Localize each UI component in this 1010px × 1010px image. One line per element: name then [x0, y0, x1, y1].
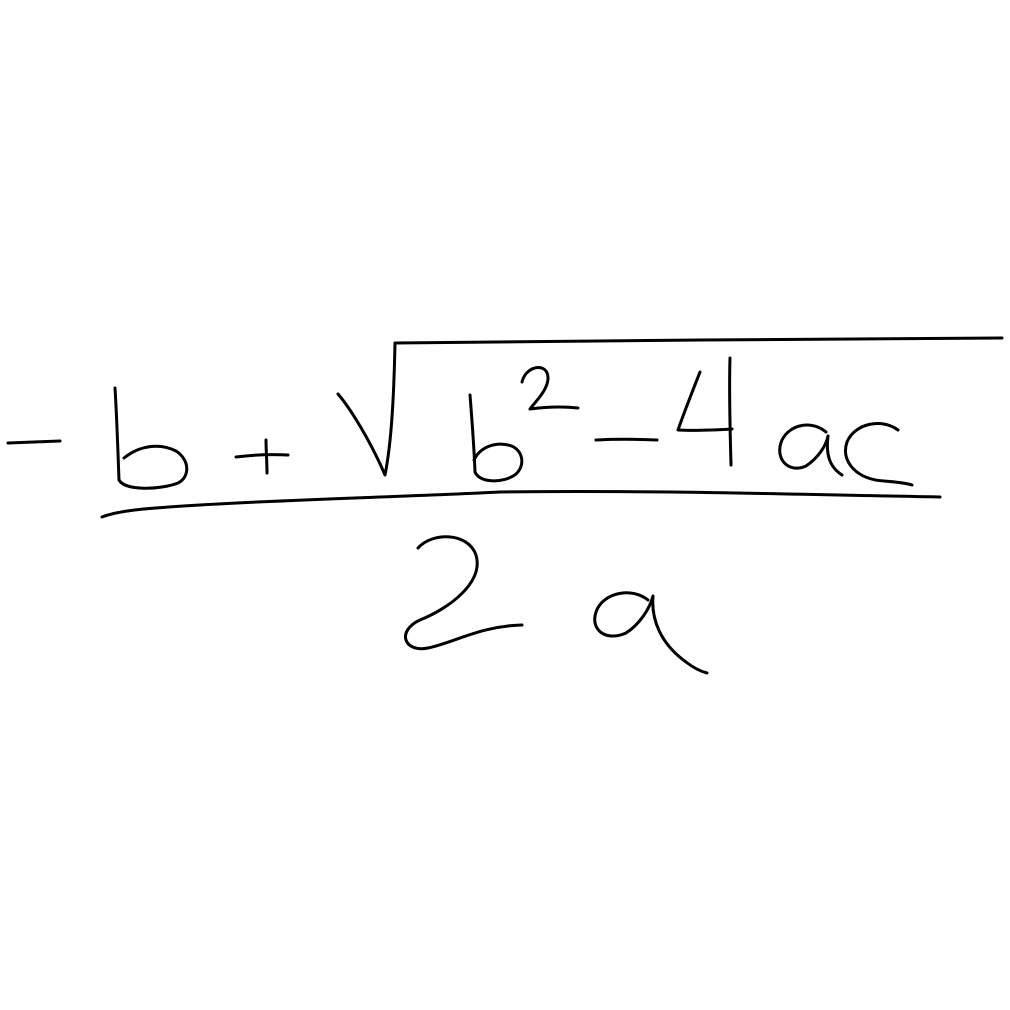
letter-c [845, 424, 912, 485]
letter-b-1 [115, 388, 187, 488]
letter-a-2 [595, 593, 707, 673]
radical-sign [338, 338, 1002, 475]
letter-b-2 [470, 395, 522, 481]
digit-4 [678, 372, 732, 430]
fraction-bar [102, 491, 940, 517]
digit-4-stem [730, 358, 731, 465]
inner-minus-sign [596, 439, 657, 440]
digit-2 [406, 537, 522, 649]
minus-sign [8, 441, 60, 443]
plus-sign-horizontal [236, 455, 288, 457]
superscript-2 [522, 367, 578, 409]
letter-a-1 [780, 425, 842, 475]
plus-sign-vertical [266, 440, 267, 473]
